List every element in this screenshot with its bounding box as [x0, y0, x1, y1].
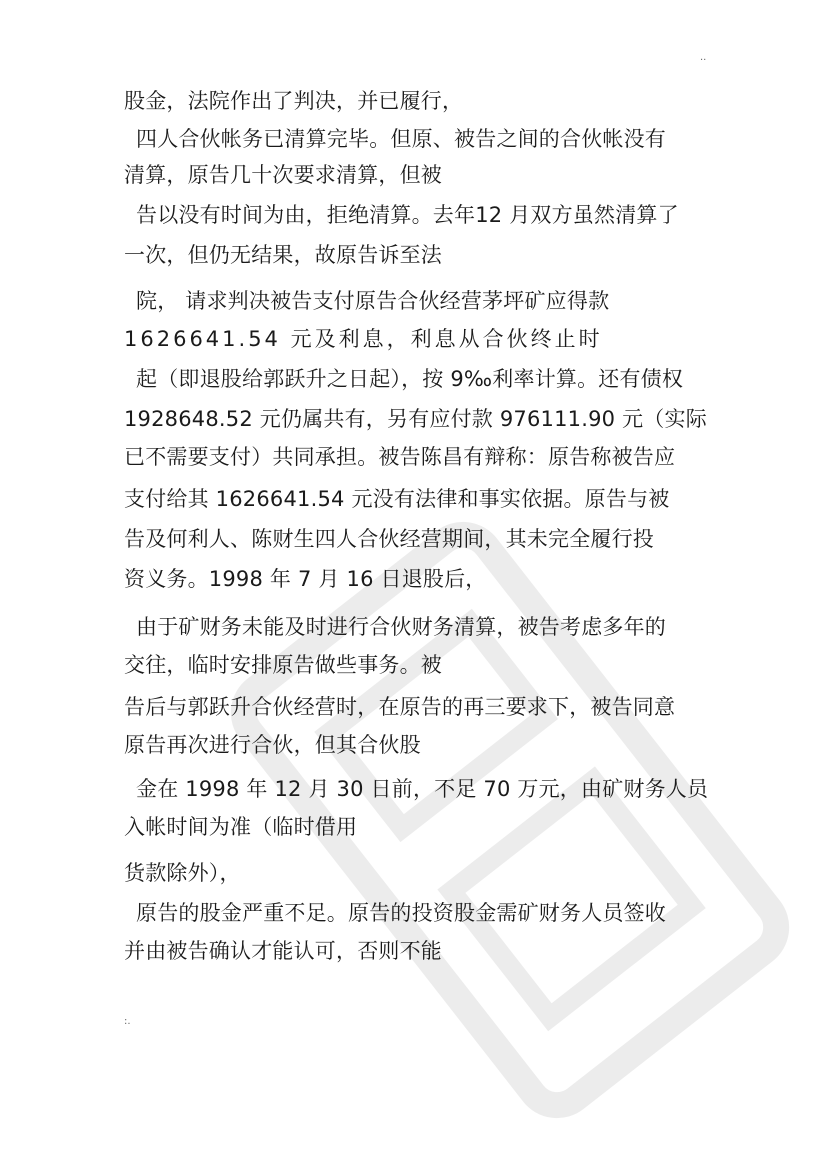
doc-line-8: 起（即退股给郭跃升之日起），按 9‰利率计算。还有债权	[136, 367, 684, 391]
doc-line-17: 原告再次进行合伙，但其合伙股	[124, 733, 421, 757]
doc-line-15: 交往，临时安排原告做些事务。被	[124, 653, 442, 677]
doc-line-22: 并由被告确认才能认可，否则不能	[124, 939, 442, 963]
doc-line-20: 货款除外），	[124, 861, 241, 885]
doc-line-12: 告及何利人、陈财生四人合伙经营期间，其未完全履行投	[124, 527, 654, 551]
doc-line-14: 由于矿财务未能及时进行合伙财务清算，被告考虑多年的	[136, 615, 666, 639]
doc-line-3: 清算，原告几十次要求清算，但被	[124, 163, 442, 187]
doc-line-9: 1928648.52 元仍属共有，另有应付款 976111.90 元（实际	[124, 407, 707, 431]
doc-line-11: 支付给其 1626641.54 元没有法律和事实依据。原告与被	[124, 487, 670, 511]
doc-line-5: 一次，但仍无结果，故原告诉至法	[124, 243, 442, 267]
doc-line-18: 金在 1998 年 12 月 30 日前，不足 70 万元，由矿财务人员	[136, 777, 709, 801]
doc-line-19: 入帐时间为准（临时借用	[124, 815, 358, 839]
doc-line-21: 原告的股金严重不足。原告的投资股金需矿财务人员签收	[136, 901, 666, 925]
doc-line-16: 告后与郭跃升合伙经营时，在原告的再三要求下，被告同意	[124, 695, 676, 719]
doc-line-13: 资义务。1998 年 7 月 16 日退股后，	[124, 567, 487, 591]
doc-line-6: 院， 请求判决被告支付原告合伙经营茅坪矿应得款	[136, 289, 610, 313]
doc-line-7: 1626641.54 元及利息，利息从合伙终止时	[124, 327, 603, 351]
footer-corner-mark: :.	[124, 1016, 131, 1027]
doc-line-1: 股金，法院作出了判决，并已履行，	[124, 89, 464, 113]
doc-line-4: 告以没有时间为由，拒绝清算。去年12 月双方虽然清算了	[136, 203, 679, 227]
doc-line-2: 四人合伙帐务已清算完毕。但原、被告之间的合伙帐没有	[136, 127, 666, 151]
header-corner-mark: ..	[700, 52, 707, 63]
doc-line-10: 已不需要支付）共同承担。被告陈昌有辩称：原告称被告应	[124, 445, 676, 469]
